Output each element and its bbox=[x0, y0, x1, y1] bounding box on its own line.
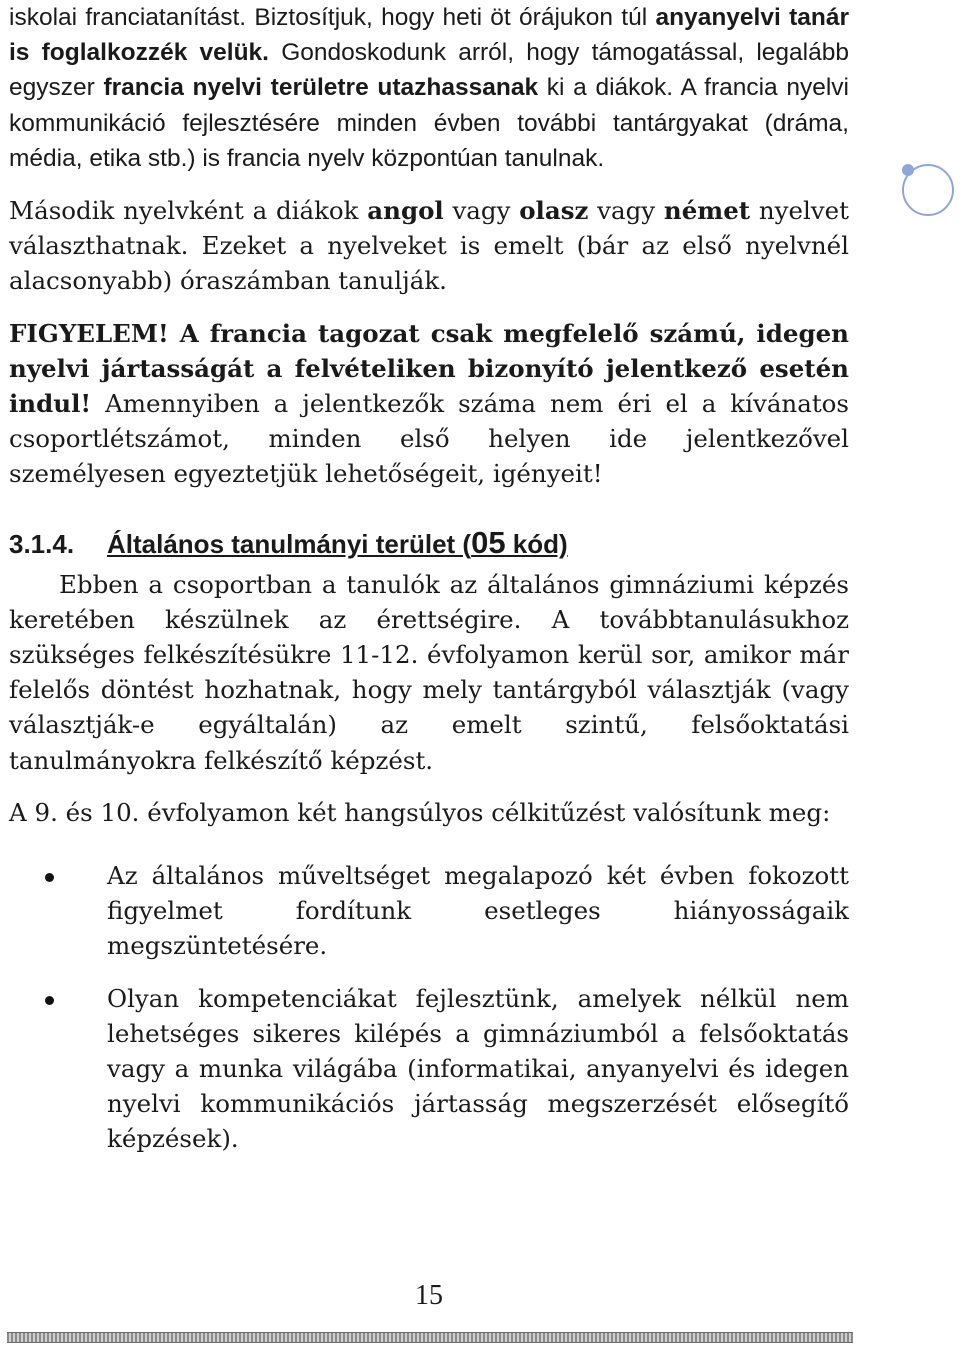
bold-run: olasz bbox=[519, 196, 589, 226]
text-run: Gondoskodunk arról, hogy támogatással, legalább egyszer bbox=[9, 39, 849, 102]
section-title-suffix: kód) bbox=[505, 528, 568, 559]
section-number: 3.1.4. bbox=[9, 528, 75, 559]
paragraph-second-language bbox=[9, 193, 849, 299]
bold-run: anyanyelvi tanár is foglalkozzék velük. bbox=[9, 4, 849, 67]
section-title bbox=[107, 524, 568, 560]
goals-list bbox=[9, 858, 849, 1157]
decorative-dot-icon bbox=[902, 164, 914, 176]
text-run: iskolai franciatanítást. Biztosítjuk, hogy heti öt órájukon túl bbox=[9, 4, 648, 31]
paragraph-french-program bbox=[9, 0, 849, 176]
list-item-text: Olyan kompetenciákat fejlesztünk, amelyek nélkül nem lehetséges sikeres kilépés a gimnáziumból a felsőoktatás vagy a munka világába (informatikai, anyanyelvi és idegen nyelvi kommunikációs jártasság megszerzését elősegítő képzések). bbox=[107, 983, 849, 1154]
list-item-text: Az általános műveltséget megalapozó két évben fokozott figyelmet fordítunk esetleges hiányosságaik megszüntetésére. bbox=[107, 861, 849, 961]
section-title-text: Általános tanulmányi terület ( bbox=[107, 528, 472, 559]
text-run: vagy bbox=[588, 196, 664, 226]
text-run: Amennyiben a jelentkezők száma nem éri el a kívánatos csoportlétszámot, minden első helyen ide jelentkezővel személyesen egyeztetjük lehetőségeit, igényeit! bbox=[9, 389, 849, 489]
bold-run: angol bbox=[367, 196, 444, 226]
bullet-icon bbox=[45, 873, 54, 882]
text-run: vagy bbox=[443, 196, 520, 226]
bold-run: francia nyelvi területre utazhassanak bbox=[103, 74, 539, 102]
paragraph-goals-intro: A 9. és 10. évfolyamon két hangsúlyos célkitűzést valósítunk meg: bbox=[9, 797, 831, 827]
section-heading bbox=[9, 524, 849, 563]
text-run: ki a diákok. A francia nyelvi kommunikáció fejlesztésére minden évben további tantárgyakat (dráma, média, etika stb.) is francia nyelv központúan tanulnak. bbox=[9, 74, 849, 172]
text-run: Második nyelvként a diákok bbox=[9, 196, 368, 226]
document-page bbox=[9, 0, 849, 1174]
section-code: 05 bbox=[471, 524, 506, 560]
bold-run: német bbox=[663, 196, 751, 226]
text-run: nyelvet választhatnak. Ezeket a nyelveket is emelt (bár az első nyelvnél alacsonyabb) óraszámban tanulják. bbox=[9, 196, 849, 296]
page-number: 15 bbox=[415, 1280, 443, 1311]
list-item bbox=[9, 858, 849, 964]
list-item bbox=[9, 981, 849, 1157]
paragraph-general-program: Ebben a csoportban a tanulók az általános gimnáziumi képzés keretében készülnek az érettségire. A továbbtanulásukhoz szükséges felkészítésükre 11-12. évfolyamon kerül sor, amikor már felelős döntést hozhatnak, hogy mely tantárgyból választják (vagy választják-e egyáltalán) az emelt szintű, felsőoktatási tanulmányokra felkészítő képzést. bbox=[9, 569, 849, 775]
footer-rule bbox=[7, 1332, 853, 1343]
bullet-icon bbox=[45, 996, 54, 1005]
bold-run: FIGYELEM! A francia tagozat csak megfelelő számú, idegen nyelvi jártasságát a felvételiken bizonyító jelentkező esetén indul! bbox=[9, 318, 849, 419]
paragraph-attention bbox=[9, 316, 849, 492]
